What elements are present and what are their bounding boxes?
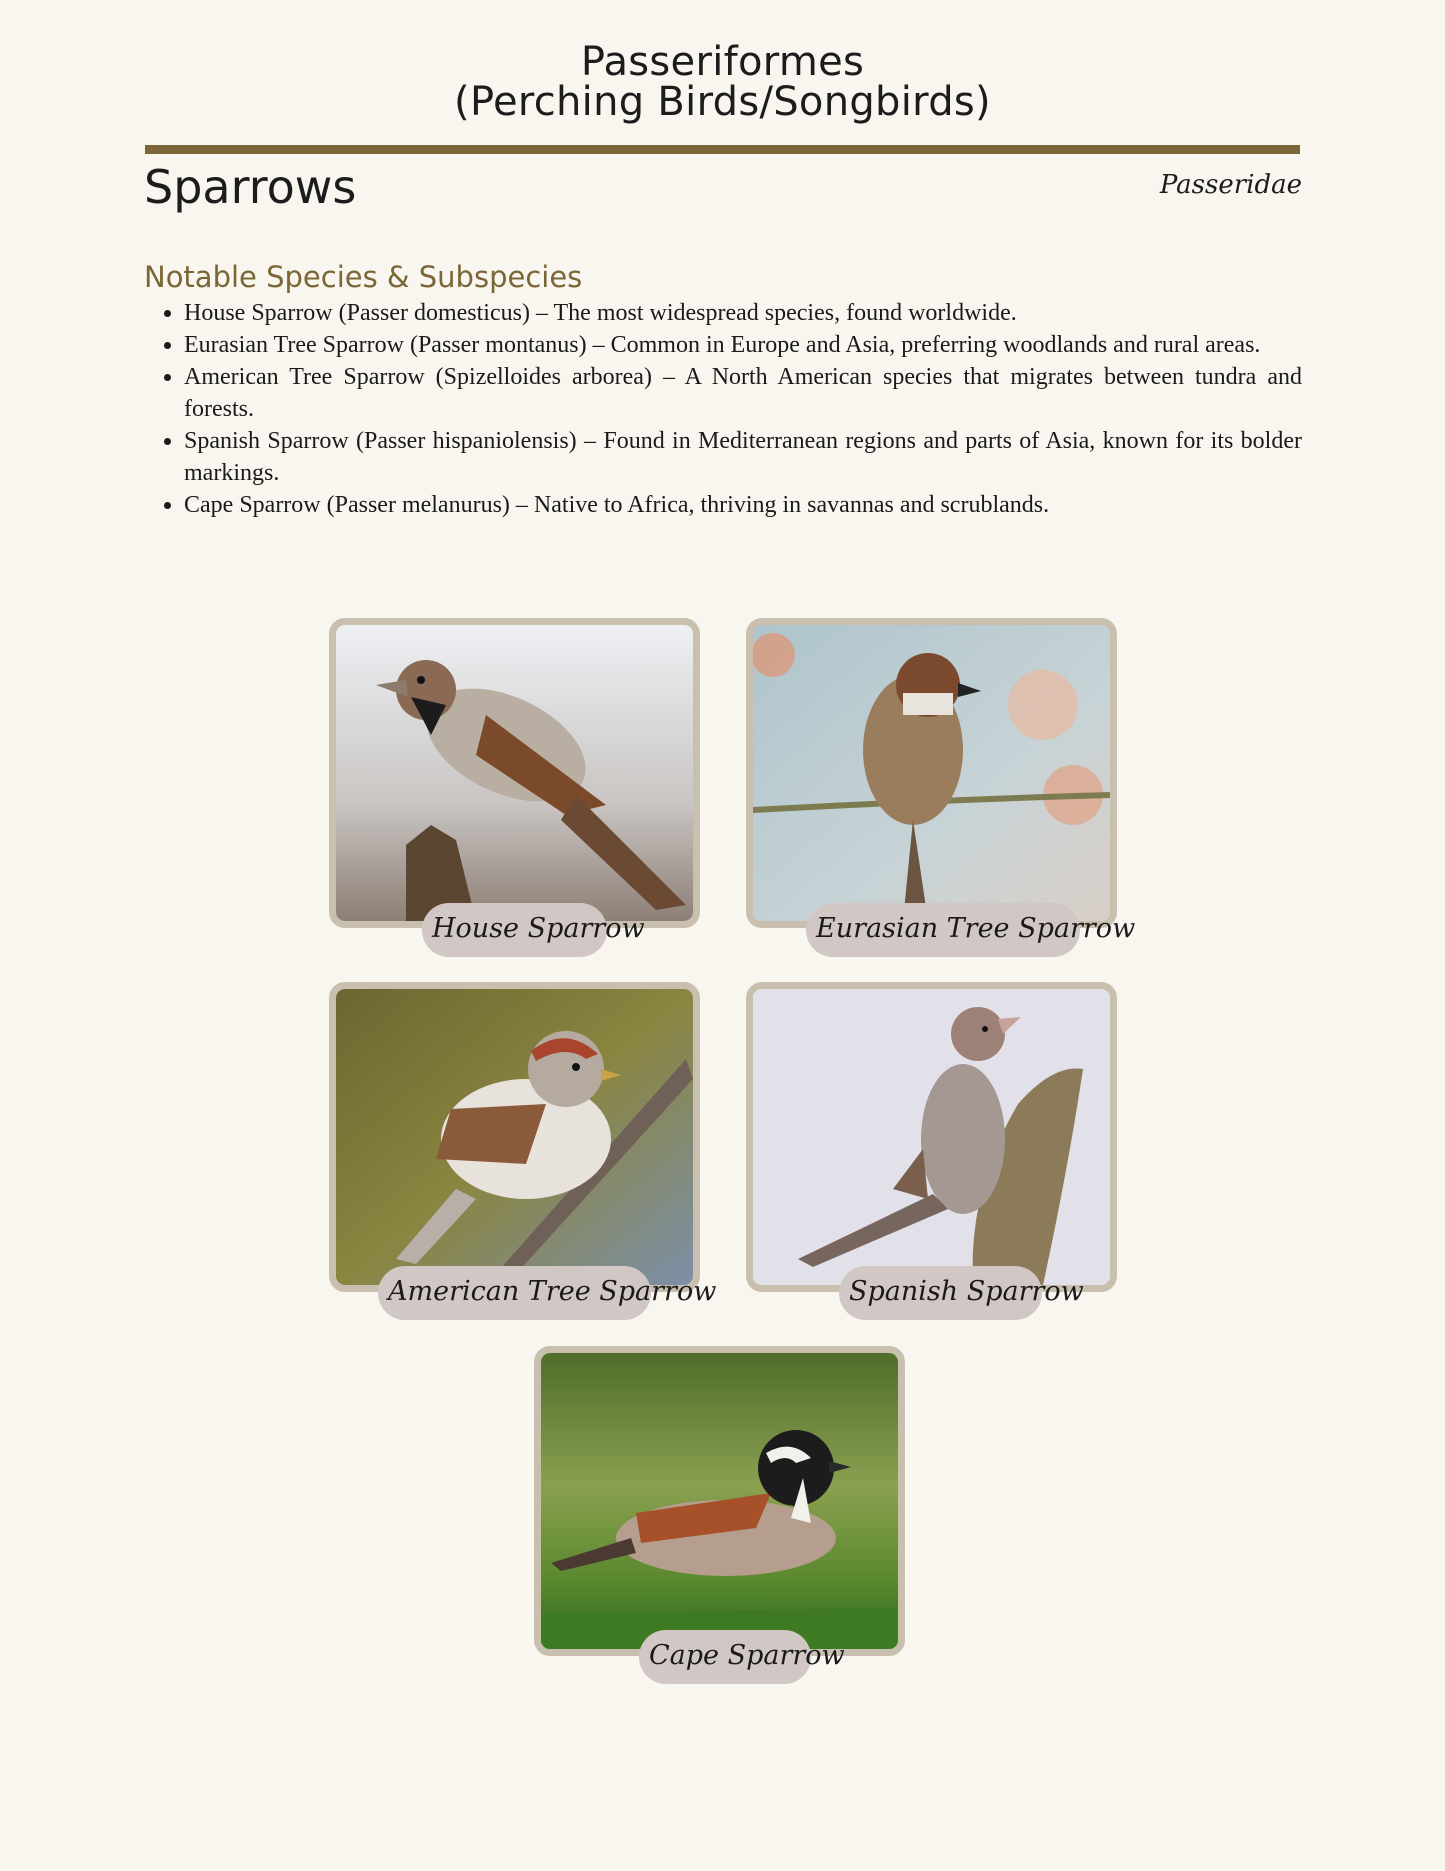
- caption-cape-sparrow: Cape Sparrow: [639, 1630, 811, 1684]
- list-item: • Spanish Sparrow (Passer hispaniolensis) – Found in Mediterranean regions and parts of Asia, known for its bolder markings.: [184, 425, 1302, 489]
- eurasian-tree-sparrow-photo: [746, 618, 1117, 928]
- title-divider: [145, 145, 1300, 154]
- list-item: • Eurasian Tree Sparrow (Passer montanus) – Common in Europe and Asia, preferring woodlands and rural areas.: [184, 329, 1302, 361]
- caption-american-tree-sparrow: American Tree Sparrow: [378, 1266, 651, 1320]
- spanish-sparrow-photo: [746, 982, 1117, 1292]
- page-title: [0, 39, 1445, 125]
- cape-sparrow-photo: [534, 1346, 905, 1656]
- list-item: • American Tree Sparrow (Spizelloides arborea) – A North American species that migrates between tundra and forests.: [184, 361, 1302, 425]
- species-list: [144, 297, 1302, 521]
- list-item: • House Sparrow (Passer domesticus) – The most widespread species, found worldwide.: [184, 297, 1302, 329]
- order-common-name: (Perching Birds/Songbirds): [454, 79, 991, 125]
- family-latin-name: Passeridae: [1159, 170, 1302, 200]
- caption-eurasian-tree-sparrow: Eurasian Tree Sparrow: [806, 903, 1080, 957]
- caption-spanish-sparrow: Spanish Sparrow: [839, 1266, 1042, 1320]
- section-heading: Notable Species & Subspecies: [144, 260, 583, 294]
- house-sparrow-photo: [329, 618, 700, 928]
- american-tree-sparrow-photo: [329, 982, 700, 1292]
- order-name: Passeriformes: [580, 39, 865, 85]
- caption-house-sparrow: House Sparrow: [422, 903, 607, 957]
- family-heading: Sparrows: [144, 160, 357, 214]
- list-item: • Cape Sparrow (Passer melanurus) – Native to Africa, thriving in savannas and scrublands.: [184, 489, 1302, 521]
